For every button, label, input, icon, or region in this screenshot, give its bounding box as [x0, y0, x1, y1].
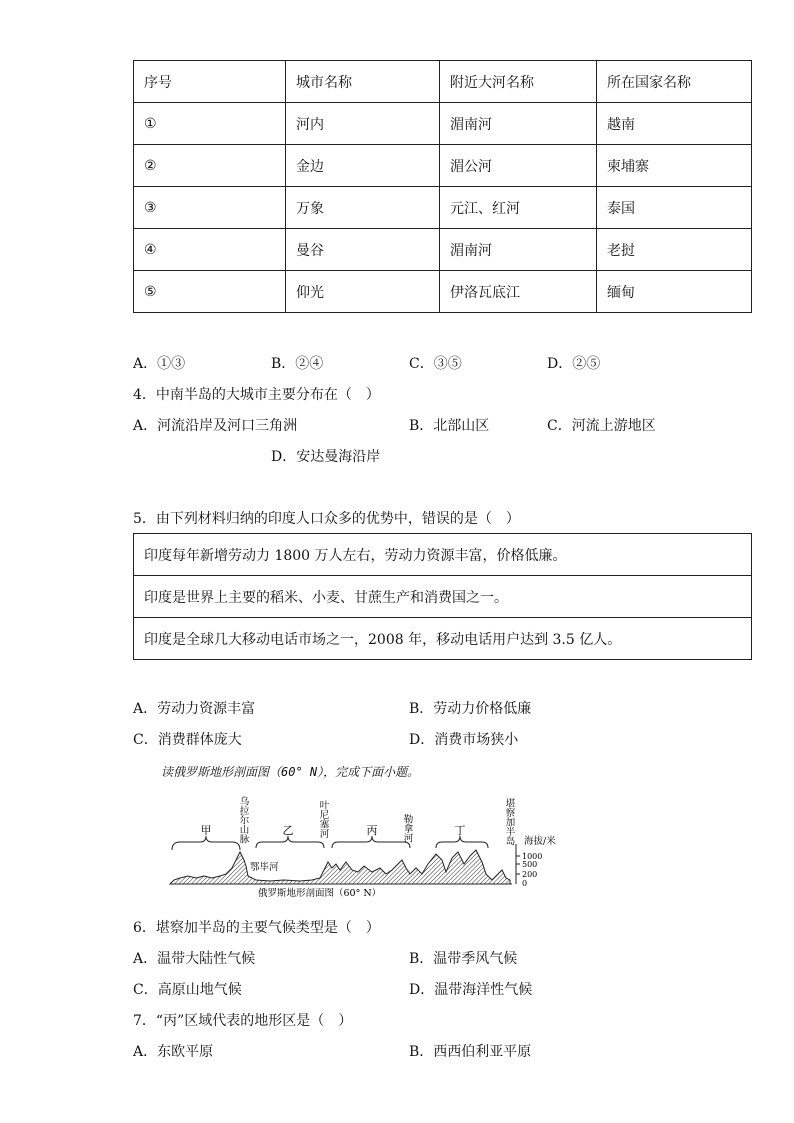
- table-row: [134, 145, 752, 187]
- axis-tick: 1000: [522, 852, 543, 861]
- table-cell: 老挝: [597, 229, 752, 271]
- region-brace: [172, 836, 240, 850]
- table-cell: ①: [134, 103, 286, 145]
- q6-option-d[interactable]: D．温带海洋性气候: [409, 982, 533, 998]
- q5-option-a[interactable]: A．劳动力资源丰富: [133, 701, 256, 717]
- q4-option-d[interactable]: D．安达曼海沿岸: [271, 449, 381, 465]
- table-cell: ④: [134, 229, 286, 271]
- q5-option-d[interactable]: D．消费市场狭小: [409, 732, 519, 748]
- material-item: 印度每年新增劳动力 1800 万人左右，劳动力资源丰富，价格低廉。: [134, 534, 752, 576]
- q5-option-c[interactable]: C．消费群体庞大: [133, 732, 242, 748]
- table-cell: 伊洛瓦底江: [440, 271, 597, 313]
- q3-option-a[interactable]: A．①③: [133, 356, 186, 372]
- q6-stem: 6．堪察加半岛的主要气候类型是（ ）: [133, 920, 380, 936]
- q4-option-b[interactable]: B．北部山区: [409, 418, 490, 434]
- label-yenisei-river: 叶尼塞河: [317, 800, 329, 838]
- label-ob-river: 鄂毕河: [250, 862, 279, 873]
- q4-option-c[interactable]: C．河流上游地区: [547, 418, 656, 434]
- axis-tick: 200: [522, 870, 538, 879]
- table-cell: 万象: [286, 187, 440, 229]
- label-ural-mountains: 乌拉尔山脉: [237, 796, 249, 844]
- q5-stem: 5．由下列材料归纳的印度人口众多的优势中，错误的是（ ）: [133, 511, 520, 527]
- axis-tick: 500: [522, 860, 538, 869]
- region-label-jia: 甲: [200, 824, 212, 837]
- terrain-profile-figure: [160, 792, 560, 902]
- table-cell: 越南: [597, 103, 752, 145]
- table-cell: 柬埔寨: [597, 145, 752, 187]
- table-cell: 元江、红河: [440, 187, 597, 229]
- q5-materials-table: [133, 533, 752, 660]
- table-row: [134, 271, 752, 313]
- q7-option-a[interactable]: A．东欧平原: [133, 1044, 214, 1060]
- city-river-table: [133, 60, 752, 313]
- axis-tick: 0: [522, 879, 528, 888]
- table-cell: ⑤: [134, 271, 286, 313]
- q5-option-b[interactable]: B．劳动力价格低廉: [409, 701, 532, 717]
- axis-title: 海拔/米: [524, 836, 556, 847]
- region-label-yi: 乙: [282, 824, 294, 837]
- table-header-row: [134, 61, 752, 103]
- region-brace: [332, 836, 410, 848]
- label-kamchatka: 堪察加半岛: [503, 798, 515, 846]
- region-brace: [256, 836, 324, 848]
- material-item: 印度是全球几大移动电话市场之一，2008 年，移动电话用户达到 3.5 亿人。: [134, 618, 752, 660]
- table-row: [134, 229, 752, 271]
- table-cell: 缅甸: [597, 271, 752, 313]
- q4-stem: 4．中南半岛的大城市主要分布在（ ）: [133, 387, 380, 403]
- q6-option-a[interactable]: A．温带大陆性气候: [133, 951, 256, 967]
- table-row: [134, 187, 752, 229]
- table-cell: 金边: [286, 145, 440, 187]
- table-cell: 仰光: [286, 271, 440, 313]
- table-header-cell: 城市名称: [286, 61, 440, 103]
- figure-caption: 俄罗斯地形剖面图（60° N）: [258, 888, 382, 899]
- table-cell: 泰国: [597, 187, 752, 229]
- q6-option-b[interactable]: B．温带季风气候: [409, 951, 518, 967]
- material-item: 印度是世界上主要的稻米、小麦、甘蔗生产和消费国之一。: [134, 576, 752, 618]
- q3-option-b[interactable]: B．②④: [271, 356, 324, 372]
- table-cell: 湄南河: [440, 103, 597, 145]
- label-lena-river: 勒拿河: [401, 814, 413, 843]
- q6-option-c[interactable]: C．高原山地气候: [133, 982, 242, 998]
- table-cell: 河内: [286, 103, 440, 145]
- table-cell: 曼谷: [286, 229, 440, 271]
- table-cell: 湄南河: [440, 229, 597, 271]
- table-header-cell: 序号: [134, 61, 286, 103]
- table-cell: 湄公河: [440, 145, 597, 187]
- terrain-silhouette: [170, 850, 510, 884]
- region-label-bing: 丙: [366, 824, 378, 837]
- q4-option-a[interactable]: A．河流沿岸及河口三角洲: [133, 418, 298, 434]
- table-row: [134, 103, 752, 145]
- table-cell: ②: [134, 145, 286, 187]
- table-header-cell: 附近大河名称: [440, 61, 597, 103]
- q7-option-b[interactable]: B．西西伯利亚平原: [409, 1044, 532, 1060]
- region-brace: [436, 836, 488, 848]
- table-cell: ③: [134, 187, 286, 229]
- figure-intro: 读俄罗斯地形剖面图（60° N），完成下面小题。: [161, 765, 420, 779]
- table-header-cell: 所在国家名称: [597, 61, 752, 103]
- q3-option-d[interactable]: D．②⑤: [547, 356, 601, 372]
- region-label-ding: 丁: [454, 824, 466, 837]
- q3-option-c[interactable]: C．③⑤: [409, 356, 462, 372]
- q7-stem: 7．“丙”区域代表的地形区是（ ）: [133, 1013, 353, 1029]
